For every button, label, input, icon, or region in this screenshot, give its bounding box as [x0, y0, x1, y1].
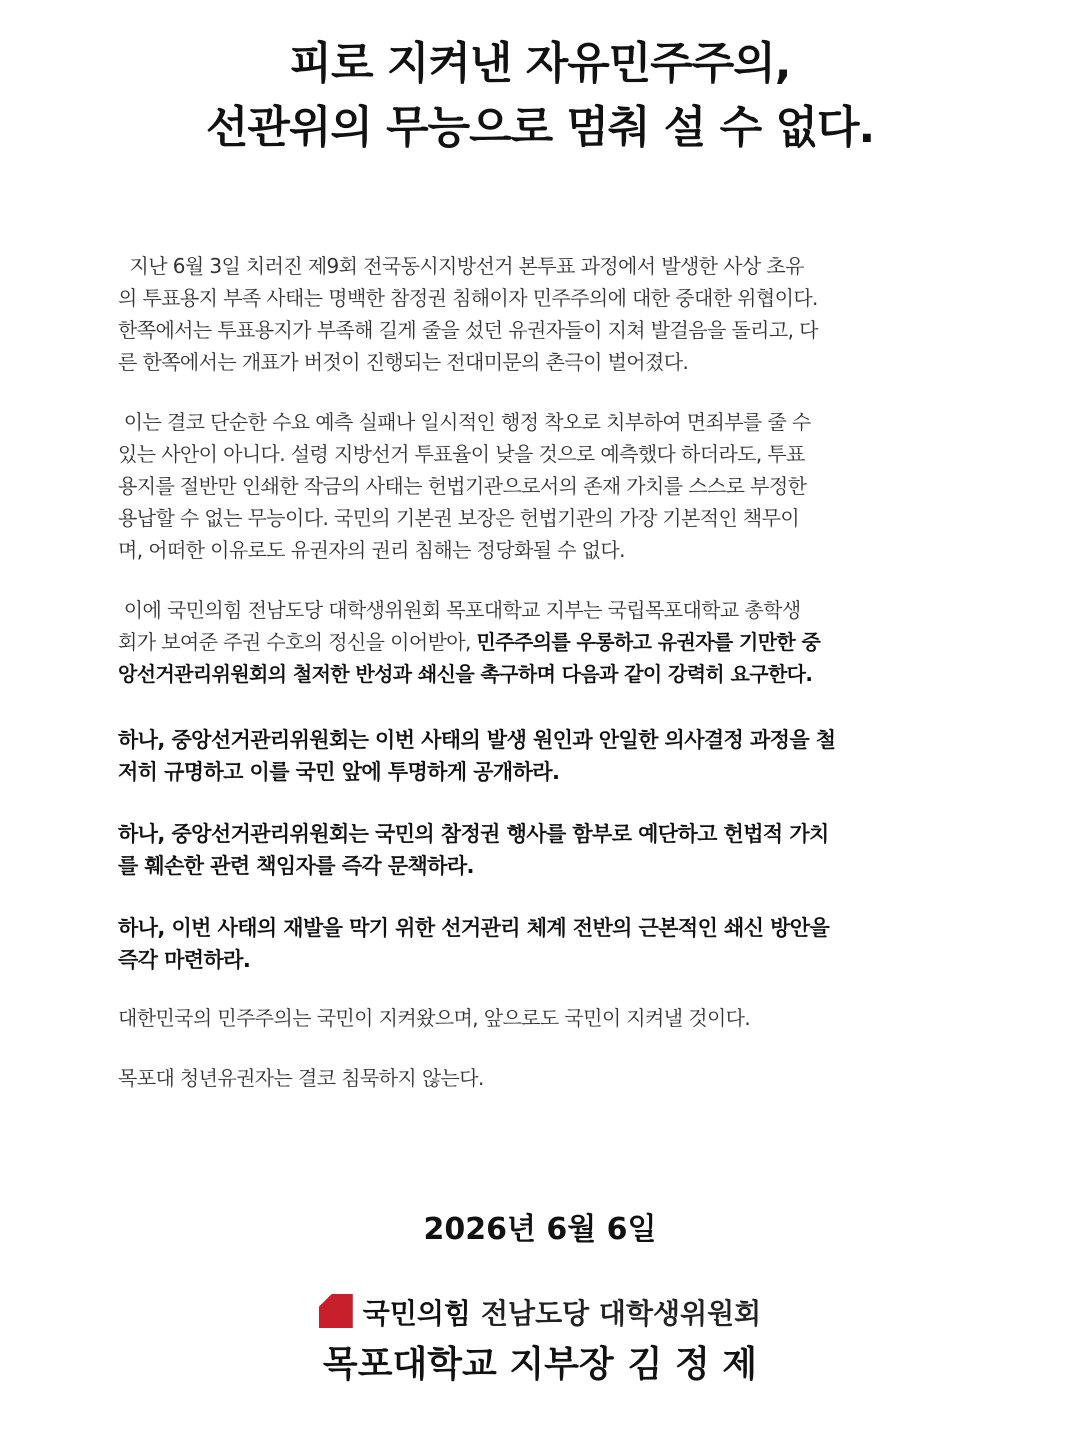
- paragraph-line: 있는 사안이 아니다. 설령 지방선거 투표율이 낮을 것으로 예측했다 하더라도, 투표: [118, 442, 805, 466]
- paragraph-line: 의 투표용지 부족 사태는 명백한 참정권 침해이자 민주주의에 대한 중대한 위협이다.: [118, 286, 818, 310]
- demand-3: [118, 912, 968, 976]
- party-name: 국민의힘: [362, 1297, 471, 1330]
- statement-body: [118, 250, 968, 1122]
- title-line-2: 선관위의 무능으로 멈춰 설 수 없다.: [205, 102, 875, 153]
- closing-line-2: 목포대 청년유권자는 결코 침묵하지 않는다.: [118, 1066, 484, 1090]
- paragraph-line: [118, 626, 968, 658]
- paragraph-line: 용지를 절반만 인쇄한 작금의 사태는 헌법기관으로서의 존재 가치를 스스로 부정한: [118, 474, 807, 498]
- signatory-position: 목포대학교 지부장: [322, 1344, 614, 1385]
- paragraph-emphasis: 민주주의를 우롱하고 유권자를 기만한 중: [476, 630, 821, 654]
- paragraph-line: 른 한쪽에서는 개표가 버젓이 진행되는 전대미문의 촌극이 벌어졌다.: [118, 350, 689, 374]
- paragraph-text: 회가 보여준 주권 수호의 정신을 이어받아,: [118, 630, 477, 654]
- demand-2: [118, 818, 968, 882]
- demand-line: 저히 규명하고 이를 국민 앞에 투명하게 공개하라.: [118, 760, 560, 784]
- paragraph-line: 용납할 수 없는 무능이다. 국민의 기본권 보장은 헌법기관의 가장 기본적인 책무이: [118, 506, 800, 530]
- title-line-1: 피로 지켜낸 자유민주주의,: [289, 38, 791, 89]
- paragraph-line: 이에 국민의힘 전남도당 대학생위원회 목포대학교 지부는 국립목포대학교 총학생: [118, 598, 801, 622]
- demand-1: [118, 724, 968, 788]
- signature-organization: [0, 1294, 1080, 1334]
- document-title: [0, 32, 1080, 160]
- demand-line: 하나, 중앙선거관리위원회는 이번 사태의 발생 원인과 안일한 의사결정 과정을 철: [118, 728, 836, 752]
- paragraph-line: 이는 결코 단순한 수요 예측 실패나 일시적인 행정 착오로 치부하여 면죄부를 줄 수: [118, 410, 811, 434]
- signatory-name: 김 정 제: [627, 1344, 758, 1385]
- statement-date: 2026년 6월 6일: [423, 1212, 657, 1247]
- paragraph-emphasis-line: 앙선거관리위원회의 철저한 반성과 쇄신을 촉구하며 다음과 같이 강력히 요구한다.: [118, 662, 813, 686]
- closing-line-1: 대한민국의 민주주의는 국민이 지켜왔으며, 앞으로도 국민이 지켜낼 것이다.: [118, 1006, 751, 1030]
- paragraph-line: 한쪽에서는 투표용지가 부족해 길게 줄을 섰던 유권자들이 지쳐 발걸음을 돌리고, 다: [118, 318, 818, 342]
- demand-line: 하나, 중앙선거관리위원회는 국민의 참정권 행사를 함부로 예단하고 헌법적 가치: [118, 822, 829, 846]
- demand-line: 를 훼손한 관련 책임자를 즉각 문책하라.: [118, 854, 474, 878]
- paragraph-3: [118, 594, 968, 690]
- organization-name: 전남도당 대학생위원회: [480, 1297, 762, 1330]
- paragraph-line: 지난 6월 3일 치러진 제9회 전국동시지방선거 본투표 과정에서 발생한 사상 초유: [118, 254, 804, 278]
- paragraph-2: [118, 406, 968, 566]
- party-logo-icon: [319, 1294, 353, 1328]
- signature-signatory: [0, 1340, 1080, 1390]
- demand-line: 하나, 이번 사태의 재발을 막기 위한 선거관리 체계 전반의 근본적인 쇄신 방안을: [118, 916, 830, 940]
- paragraph-1: [118, 250, 968, 378]
- demand-line: 즉각 마련하라.: [118, 948, 251, 972]
- paragraph-line: 며, 어떠한 이유로도 유권자의 권리 침해는 정당화될 수 없다.: [118, 538, 625, 562]
